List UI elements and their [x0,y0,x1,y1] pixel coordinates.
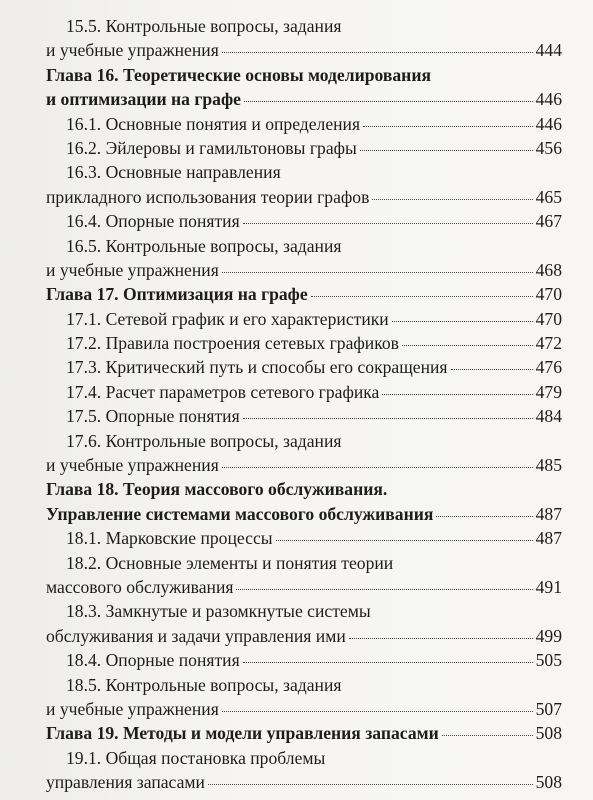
toc-section-line [46,673,562,697]
dot-leader [208,768,533,785]
toc-entry-title: 16.2. Эйлеровы и гамильтоновы графы [66,137,357,158]
toc-section-line [46,453,562,477]
toc-page-number: 446 [535,113,562,134]
toc-section-line [46,575,562,599]
toc-entry-title: и учебные упражнения [46,40,219,61]
dot-leader [382,378,532,395]
toc-section-line [46,770,562,794]
toc-section-line [46,38,562,62]
toc-page-number: 508 [535,772,562,793]
toc-section-line [46,599,562,623]
toc-chapter-line [46,502,562,526]
toc-entry-title: и учебные упражнения [46,455,219,476]
dot-leader [222,451,533,468]
toc-entry-title: 17.4. Расчет параметров сетевого графика [66,381,380,402]
dot-leader [402,329,533,346]
dot-leader [360,134,533,151]
dot-leader [436,500,532,517]
toc-chapter-line [46,721,562,745]
toc-entry-title: 18.1. Марковские процессы [66,528,273,549]
toc-section-line [46,160,562,184]
toc-chapter-line [46,477,562,501]
toc-section-line [46,234,562,258]
toc-entry-title: прикладного использования теории графов [46,186,370,207]
toc-section-line [46,648,562,672]
toc-page-number: 508 [535,723,562,744]
dot-leader [222,695,533,712]
toc-section-line [46,746,562,770]
toc-section-line [46,429,562,453]
toc-section-line [46,185,562,209]
toc-entry-title: 18.3. Замкнутые и разомкнутые системы [66,601,371,622]
toc-entry-title: 18.4. Опорные понятия [66,650,240,671]
dot-leader [451,353,533,370]
toc-chapter-line [46,63,562,87]
dot-leader [349,622,533,639]
toc-entry-title: 18.2. Основные элементы и понятия теории [66,552,394,573]
toc-section-line [46,624,562,648]
toc-entry-title: массового обслуживания [46,576,234,597]
toc-entry-title: 17.2. Правила построения сетевых графиков [66,333,399,354]
toc-section-line [46,112,562,136]
toc-section-line [46,526,562,550]
dot-leader [276,524,533,541]
toc-page-number: 467 [535,211,562,232]
toc-entry-title: обслуживания и задачи управления ими [46,625,346,646]
dot-leader [311,280,533,297]
toc-page-number: 499 [535,625,562,646]
toc-section-line [46,697,562,721]
toc-section-line [46,551,562,575]
dot-leader [222,36,533,53]
toc-page-number: 468 [535,259,562,280]
dot-leader [243,646,533,663]
toc-entry-title: 17.6. Контрольные вопросы, задания [66,430,342,451]
toc-page-number: 465 [535,186,562,207]
dot-leader [392,305,533,322]
toc-entry-title: управления запасами [46,772,205,793]
toc-section-line [46,331,562,355]
toc-section-line [46,307,562,331]
toc-section-line [46,258,562,282]
toc-entry-title: и учебные упражнения [46,259,219,280]
toc-entry-title: 17.1. Сетевой график и его характеристики [66,308,389,329]
toc-entry-title: 18.5. Контрольные вопросы, задания [66,674,342,695]
toc-page-number: 487 [535,528,562,549]
toc-entry-title: Глава 18. Теория массового обслуживания. [46,479,388,500]
toc-entry-title: 17.3. Критический путь и способы его сокращения [66,357,448,378]
toc-page-number: 446 [535,89,562,110]
toc-chapter-line [46,282,562,306]
dot-leader [244,85,533,102]
dot-leader [442,719,533,736]
toc-section-line [46,380,562,404]
toc-page-number: 507 [535,698,562,719]
dot-leader [222,256,533,273]
table-of-contents [46,14,562,795]
toc-section-line [46,209,562,233]
toc-chapter-line [46,87,562,111]
toc-page-number: 456 [535,137,562,158]
toc-page-number: 505 [535,650,562,671]
toc-entry-title: 16.3. Основные направления [66,162,281,183]
toc-page-number: 444 [535,40,562,61]
toc-entry-title: и учебные упражнения [46,698,219,719]
dot-leader [236,573,532,590]
dot-leader [243,207,533,224]
toc-section-line [46,404,562,428]
toc-entry-title: 16.1. Основные понятия и определения [66,113,361,134]
toc-entry-title: Глава 17. Оптимизация на графе [46,284,308,305]
toc-page-number: 491 [535,576,562,597]
dot-leader [363,110,533,127]
toc-entry-title: и оптимизации на графе [46,89,241,110]
toc-entry-title: 17.5. Опорные понятия [66,406,240,427]
toc-section-line [46,136,562,160]
toc-entry-title: 19.1. Общая постановка проблемы [66,747,326,768]
dot-leader [243,402,533,419]
toc-page-number: 484 [535,406,562,427]
toc-page-number: 470 [535,308,562,329]
dot-leader [372,183,532,200]
toc-page-number: 479 [535,381,562,402]
toc-entry-title: Глава 19. Методы и модели управления запасами [46,723,439,744]
toc-entry-title: Глава 16. Теоретические основы моделирования [46,64,431,85]
toc-entry-title: 16.4. Опорные понятия [66,211,240,232]
toc-section-line [46,14,562,38]
toc-entry-title: Управление системами массового обслуживания [46,503,434,524]
toc-page-number: 487 [535,503,562,524]
toc-page-number: 472 [535,333,562,354]
toc-section-line [46,355,562,379]
toc-page-number: 485 [535,455,562,476]
toc-entry-title: 15.5. Контрольные вопросы, задания [66,16,342,36]
toc-entry-title: 16.5. Контрольные вопросы, задания [66,235,342,256]
toc-page-number: 470 [535,284,562,305]
toc-page-number: 476 [535,357,562,378]
